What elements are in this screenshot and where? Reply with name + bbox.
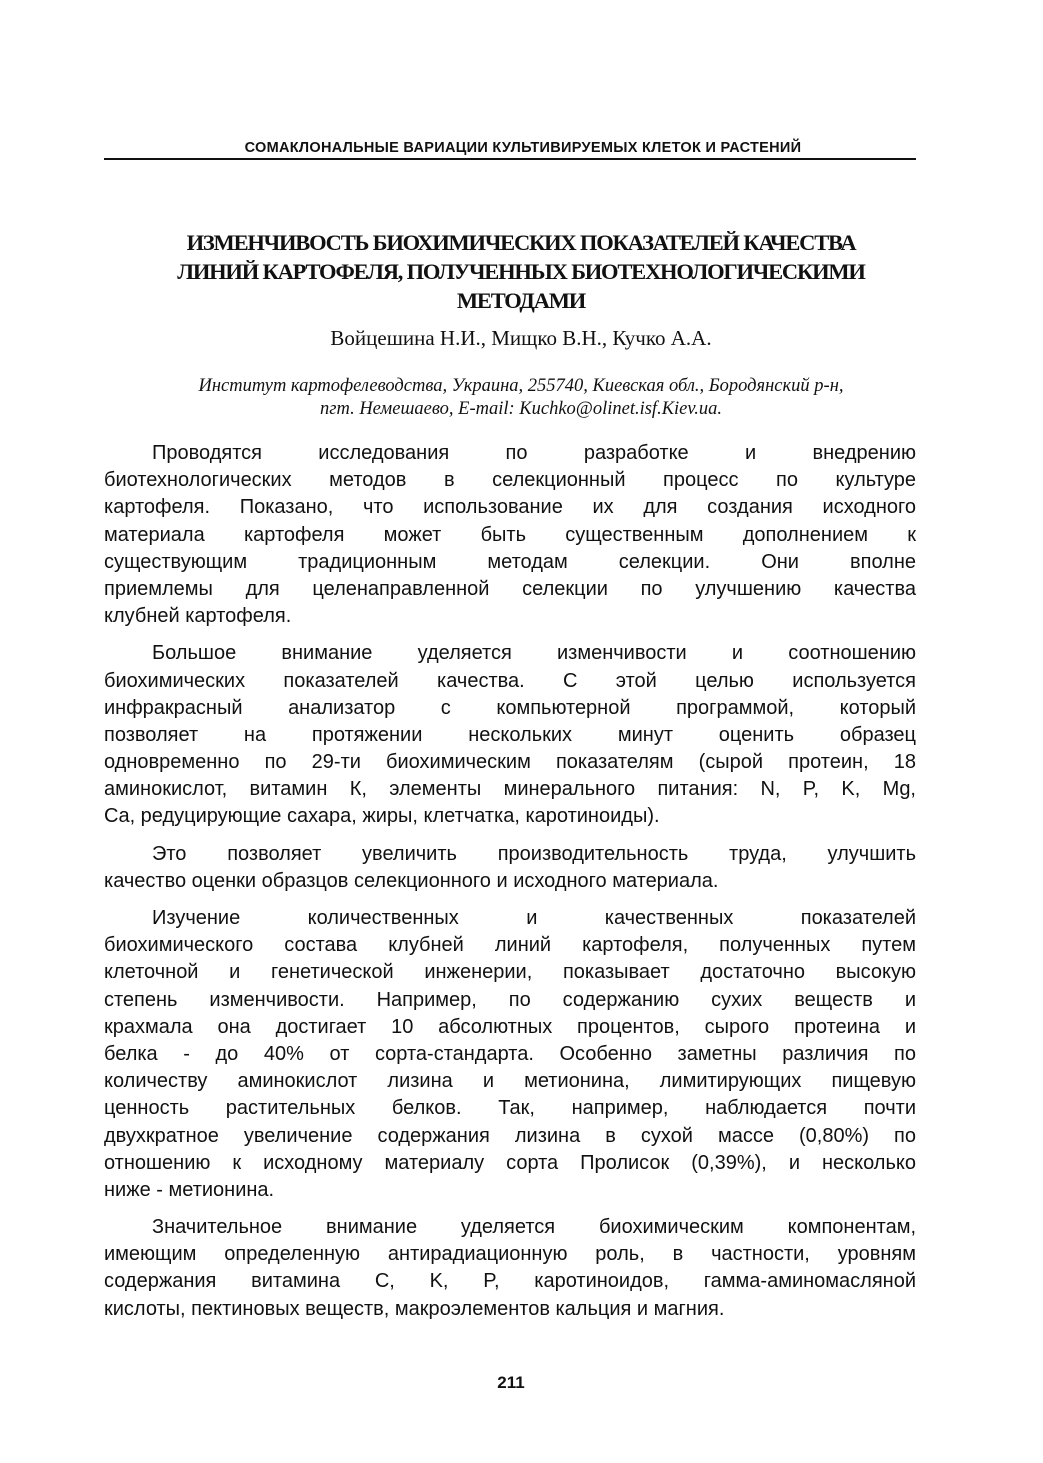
text-line: биохимического состава клубней линий картофеля, полученных путем xyxy=(104,934,916,957)
text-line: кислоты, пектиновых веществ, макроэлементов кальция и магния. xyxy=(104,1297,725,1320)
header-rule xyxy=(104,158,916,160)
title-line: ЛИНИЙ КАРТОФЕЛЯ, ПОЛУЧЕННЫХ БИОТЕХНОЛОГИЧЕСКИМИ xyxy=(177,259,865,284)
paragraph-1 xyxy=(104,440,916,630)
text-line: Ca, редуцирующие сахара, жиры, клетчатка, каротиноиды). xyxy=(104,805,660,828)
text-line: ценность растительных белков. Так, например, наблюдается почти xyxy=(104,1097,916,1120)
paragraph-5 xyxy=(104,1214,916,1323)
affiliation-line: пгт. Немешаево, E-mail: Kuchko@olinet.isf.Kiev.ua. xyxy=(320,399,722,419)
text-line: Изучение количественных и качественных показателей xyxy=(152,907,916,929)
text-line: приемлемы для целенаправленной селекции по улучшению качества xyxy=(104,577,916,600)
title-line: ИЗМЕНЧИВОСТЬ БИОХИМИЧЕСКИХ ПОКАЗАТЕЛЕЙ КАЧЕСТВА xyxy=(186,230,856,255)
paragraph-4 xyxy=(104,905,916,1204)
article-title xyxy=(100,228,942,315)
affiliation-line: Институт картофелеводства, Украина, 255740, Киевская обл., Бородянский р-н, xyxy=(198,376,844,396)
text-line: позволяет на протяжении нескольких минут оценить образец xyxy=(104,723,916,746)
text-line: отношению к исходному материалу сорта Пролисок (0,39%), и несколько xyxy=(104,1151,916,1174)
text-line: клеточной и генетической инженерии, показывает достаточно высокую xyxy=(104,961,916,984)
text-line: аминокислот, витамин К, элементы минерального питания: N, P, K, Mg, xyxy=(104,778,916,801)
text-line: картофеля. Показано, что использование их для создания исходного xyxy=(104,496,916,519)
authors: Войцешина Н.И., Мищко В.Н., Кучко А.А. xyxy=(330,326,712,350)
text-line: ниже - метионина. xyxy=(104,1178,275,1201)
text-line: Большое внимание уделяется изменчивости и соотношению xyxy=(152,642,916,665)
title-line: МЕТОДАМИ xyxy=(456,288,586,313)
text-line: имеющим определенную антирадиационную роль, в частности, уровням xyxy=(104,1243,916,1266)
text-line: содержания витамина C, K, P, каротиноидов, гамма-аминомасляной xyxy=(104,1270,916,1293)
text-line: Проводятся исследования по разработке и внедрению xyxy=(152,442,916,464)
running-header: СОМАКЛОНАЛЬНЫЕ ВАРИАЦИИ КУЛЬТИВИРУЕМЫХ КЛЕТОК И РАСТЕНИЙ xyxy=(244,140,802,156)
text-line: степень изменчивости. Например, по содержанию сухих веществ и xyxy=(104,988,916,1011)
text-line: качество оценки образцов селекционного и исходного материала. xyxy=(104,869,719,892)
paragraph-3 xyxy=(104,841,916,895)
body-text xyxy=(104,440,916,1333)
text-line: крахмала она достигает 10 абсолютных процентов, сырого протеина и xyxy=(104,1015,916,1038)
paragraph-2 xyxy=(104,640,916,830)
text-line: Значительное внимание уделяется биохимическим компонентам, xyxy=(152,1216,916,1239)
text-line: количеству аминокислот лизина и метионина, лимитирующих пищевую xyxy=(104,1070,916,1093)
text-line: материала картофеля может быть существенным дополнением к xyxy=(104,523,916,546)
text-line: существующим традиционным методам селекции. Они вполне xyxy=(104,550,916,573)
text-line: двухкратное увеличение содержания лизина в сухой массе (0,80%) по xyxy=(104,1124,916,1147)
affiliation xyxy=(100,375,942,421)
text-line: биохимических показателей качества. С этой целью используется xyxy=(104,669,916,692)
page-number: 211 xyxy=(497,1373,525,1392)
text-line: инфракрасный анализатор с компьютерной программой, который xyxy=(104,696,916,719)
text-line: одновременно по 29-ти биохимическим показателям (сырой протеин, 18 xyxy=(104,751,916,774)
text-line: биотехнологических методов в селекционный процесс по культуре xyxy=(104,469,916,492)
text-line: Это позволяет увеличить производительность труда, улучшить xyxy=(152,842,916,865)
text-line: клубней картофеля. xyxy=(104,605,292,628)
text-line: белка - до 40% от сорта-стандарта. Особенно заметны различия по xyxy=(104,1042,916,1065)
